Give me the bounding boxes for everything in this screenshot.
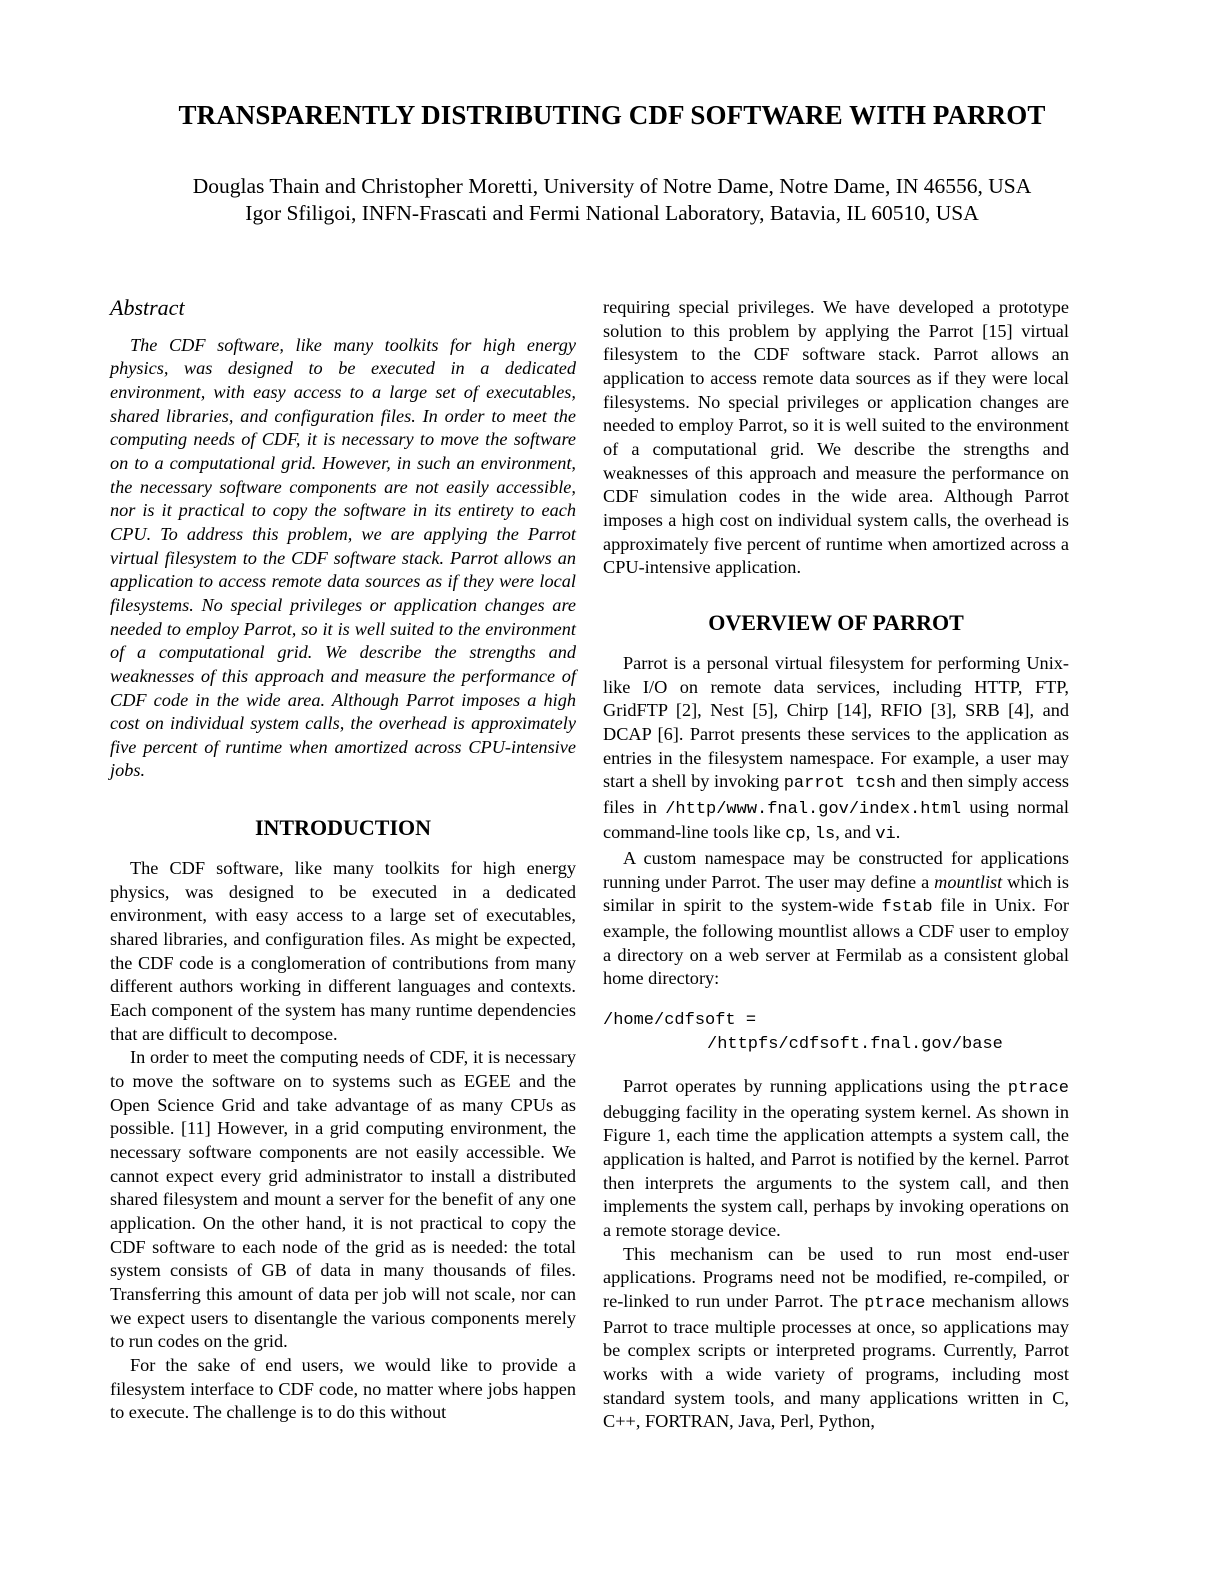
author-line-1: Douglas Thain and Christopher Moretti, University of Notre Dame, Notre Dame, IN 46556, USA [192,174,1032,198]
author-block [0,173,1224,227]
author-line-2: Igor Sfiligoi, INFN-Frascati and Fermi National Laboratory, Batavia, IL 60510, USA [245,201,979,225]
inline-code: ptrace [864,1293,926,1313]
overview-paragraph-3: Parrot operates by running applications using the ptrace debugging facility in the operating system kernel. As shown in Figure 1, each time the application attempts a system call, the application is halted, and Parrot is notified by the kernel. Parrot then interprets the arguments to the system call, and then implements the system call, perhaps by invoking operations on a remote storage device. [603,1076,1069,1240]
abstract-text: The CDF software, like many toolkits for high energy physics, was designed to be executed in a dedicated environment, with easy access to a large set of executables, shared libraries, and configuration files. In order to meet the computing needs of CDF, it is necessary to move the software on to a computational grid. However, in such an environment, the necessary software components are not easily accessible, nor is it practical to copy the software in its entirety to each CPU. To address this problem, we are applying the Parrot virtual filesystem to the CDF software stack. Parrot allows an application to access remote data sources as if they were local filesystems. No special privileges or application changes are needed to employ Parrot, so it is well suited to the environment of a computational grid. We describe the strengths and weaknesses of this approach and measure the performance of CDF code in the wide area. Although Parrot imposes a high cost on individual system calls, the overhead is approximately five percent of runtime when amortized across CPU-intensive jobs. [110,334,576,781]
inline-code: ptrace [1007,1079,1069,1099]
overview-heading: OVERVIEW OF PARROT [708,609,964,635]
inline-code: vi [875,825,896,845]
paper-title: TRANSPARENTLY DISTRIBUTING CDF SOFTWARE WITH PARROT [178,100,1046,130]
right-column [603,296,1069,1434]
inline-code: parrot tcsh [783,774,897,794]
inline-code: ls [814,825,836,845]
code-line-1: /home/cdfsoft = [603,1011,757,1031]
introduction-paragraph-2: In order to meet the computing needs of CDF, it is necessary to move the software on to systems such as EGEE and the Open Science Grid and take advantage of as many CPUs as possible. [11] However, in a grid computing environment, the necessary software components are not easily accessible. We cannot expect every grid administrator to install a distributed shared filesystem and mount a server for the benefit of any one application. On the other hand, it is not practical to copy the CDF software to each node of the grid as is needed: the total system consists of GB of data in many thousands of files. Transferring this amount of data per job will not scale, nor can we expect users to disentangle the various components merely to run codes on the grid. [110,1047,576,1352]
left-column [110,296,576,1425]
inline-code: /http/www.fnal.gov/index.html [665,799,962,819]
emphasis-term: mountlist [934,871,1003,892]
code-line-2: /httpfs/cdfsoft.fnal.gov/base [707,1035,1003,1055]
introduction-paragraph-1: The CDF software, like many toolkits for high energy physics, was designed to be executed in a dedicated environment, with easy access to a large set of executables, shared libraries, and configuration files. As might be expected, the CDF code is a conglomeration of contributions from many different authors working in different languages and contexts. Each component of the system has many runtime dependencies that are difficult to decompose. [110,858,576,1044]
introduction-paragraph-3: For the sake of end users, we would like to provide a filesystem interface to CDF code, no matter where jobs happen to execute. The challenge is to do this without [110,1354,576,1423]
abstract-heading: Abstract [110,295,185,320]
overview-paragraph-1: Parrot is a personal virtual filesystem for performing Unix-like I/O on remote data services, including HTTP, FTP, GridFTP [2], Nest [5], Chirp [14], RFIO [3], SRB [4], and DCAP [6]. Parrot presents these services to the application as entries in the filesystem namespace. For example, a user may start a shell by invoking parrot tcsh and then simply access files in /http/www.fnal.gov/index.html using normal command-line tools like cp, ls, and vi. [603,652,1069,845]
overview-paragraph-4: This mechanism can be used to run most end-user applications. Programs need not be modified, re-compiled, or re-linked to run under Parrot. The ptrace mechanism allows Parrot to trace multiple processes at once, so applications may be complex scripts or interpreted programs. Currently, Parrot works with a wide variety of programs, including most standard system tools, and many applications written in C, C++, FORTRAN, Java, Perl, Python, [603,1243,1069,1432]
inline-code: fstab [881,898,933,918]
mountlist-code-block [603,1009,1069,1057]
introduction-paragraph-3-continued: requiring special privileges. We have developed a prototype solution to this problem by applying the Parrot [15] virtual filesystem to the CDF software stack. Parrot allows an application to access remote data sources as if they were local filesystems. No special privileges or application changes are needed to employ Parrot, so it is well suited to the environment of a computational grid. We describe the strengths and weaknesses of this approach and measure the performance on CDF simulation codes in the wide area. Although Parrot imposes a high cost on individual system calls, the overhead is approximately five percent of runtime when amortized across a CPU-intensive application. [603,297,1069,578]
overview-paragraph-2: A custom namespace may be constructed for applications running under Parrot. The user may define a mountlist which is similar in spirit to the system-wide fstab file in Unix. For example, the following mountlist allows a CDF user to employ a directory on a web server at Fermilab as a consistent global home directory: [603,848,1069,989]
inline-code: cp [785,825,806,845]
introduction-heading: INTRODUCTION [254,815,432,841]
